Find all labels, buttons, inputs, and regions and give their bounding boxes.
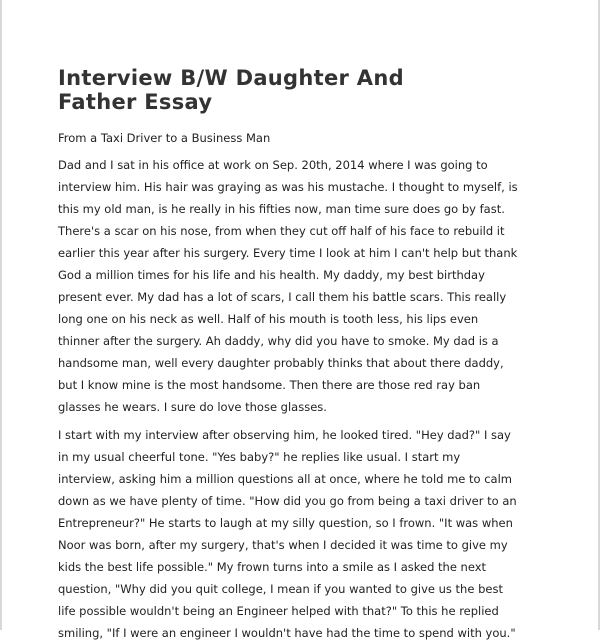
document-title [58,66,538,114]
paragraph-line: God a million times for his life and his health. My daddy, my best birthday [58,268,485,282]
paragraph-line: glasses he wears. I sure do love those glasses. [58,400,327,414]
paragraph-line: this my old man, is he really in his fifties now, man time sure does go by fast. [58,202,505,216]
paragraph-line: but I know mine is the most handsome. Then there are those red ray ban [58,378,481,392]
paragraph-line: kids the best life possible." My frown turns into a smile as I asked the next [58,560,487,574]
paragraph-line: life possible wouldn't being an Engineer helped with that?" To this he replied [58,604,499,618]
paragraph-line: There's a scar on his nose, from when they cut off half of his face to rebuild it [58,224,505,238]
paragraph-line: in my usual cheerful tone. "Yes baby?" he replies like usual. I start my [58,450,461,464]
paragraph-line: down as we have plenty of time. "How did you go from being a taxi driver to an [58,494,517,508]
paragraph-line: present ever. My dad has a lot of scars, I call them his battle scars. This really [58,290,507,304]
page-left-edge [0,0,2,630]
paragraph-line: earlier this year after his surgery. Every time I look at him I can't help but thank [58,246,518,260]
document-content [58,66,538,644]
paragraph-line: long one on his neck as well. Half of his mouth is tooth less, his lips even [58,312,479,326]
paragraph-line: thinner after the surgery. Ah daddy, why did you have to smoke. My dad is a [58,334,499,348]
paragraph-line: Entrepreneur?" He starts to laugh at my silly question, so I frown. "It was when [58,516,513,530]
paragraph-line: question, "Why did you quit college, I mean if you wanted to give us the best [58,582,503,596]
document-subtitle: From a Taxi Driver to a Business Man [58,131,271,145]
paragraph-line: Dad and I sat in his office at work on Sep. 20th, 2014 where I was going to [58,158,488,172]
title-line: Interview B/W Daughter And [58,66,404,90]
paragraph-line: handsome man, well every daughter probably thinks that about there daddy, [58,356,504,370]
paragraph-line: interview him. His hair was graying as was his mustache. I thought to myself, is [58,180,518,194]
paragraph-line: smiling, "If I were an engineer I wouldn't have had the time to spend with you." [58,626,516,640]
paragraph-line: interview, asking him a million questions all at once, where he told me to calm [58,472,512,486]
title-line: Father Essay [58,90,213,114]
paragraph-2 [58,424,538,644]
paragraph-line: Noor was born, after my surgery, that's when I decided it was time to give my [58,538,508,552]
paragraph-line: I start with my interview after observing him, he looked tired. "Hey dad?" I say [58,428,511,442]
paragraph-1 [58,154,538,418]
